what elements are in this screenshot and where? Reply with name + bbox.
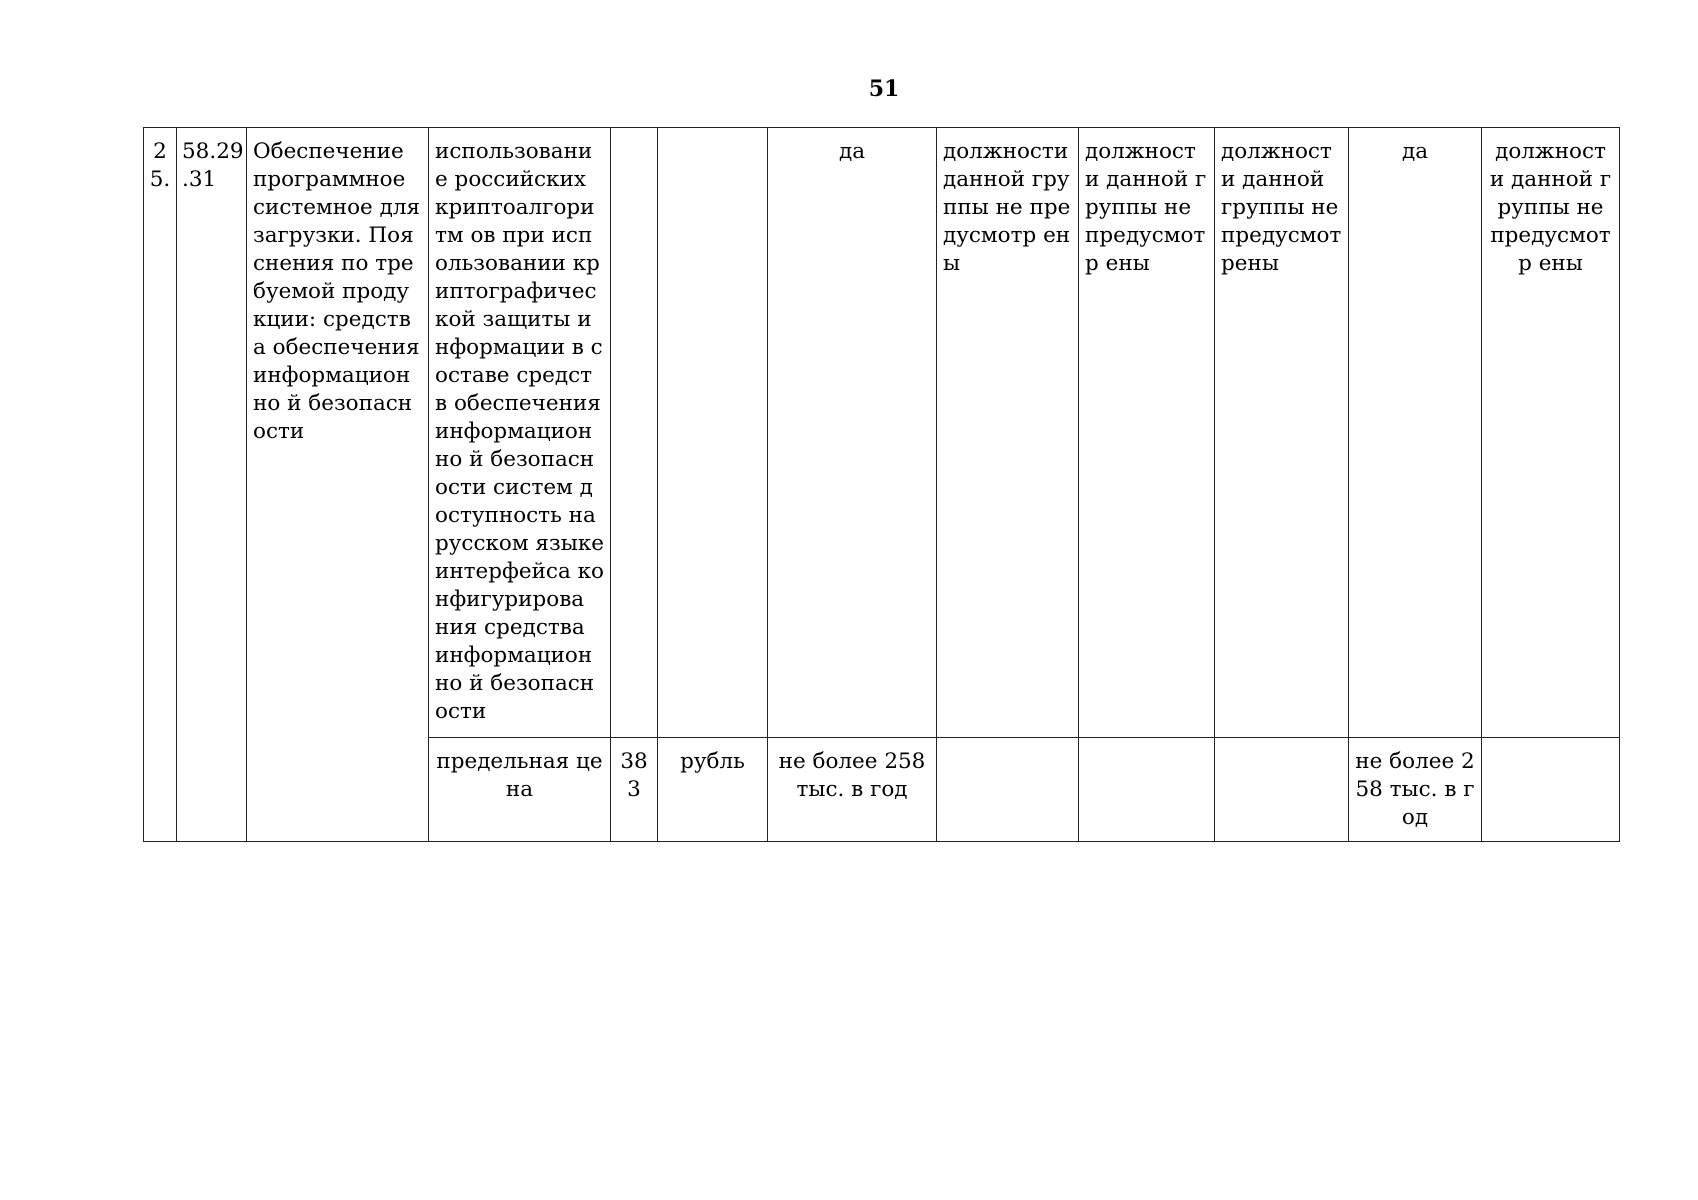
- group-3-cell: должности данной группы не предусмот рены: [1215, 128, 1349, 738]
- group-1-cell: [937, 738, 1079, 842]
- product-name-cell: Обеспечение программное системное для загрузки. Пояснения по требуемой продукции: средства обеспечения информационно й безопасности: [247, 128, 429, 842]
- okpd-code-cell: 58.29 .31: [177, 128, 247, 842]
- group-5-cell: должности данной группы не предусмотр ены: [1482, 128, 1620, 738]
- table-row: [144, 128, 1620, 738]
- okei-code-cell: [611, 128, 658, 738]
- group-4-cell: не более 258 тыс. в год: [1349, 738, 1482, 842]
- characteristic-cell: предельная цена: [429, 738, 611, 842]
- row-number-cell: 2 5.: [144, 128, 177, 842]
- characteristic-cell: использование российских криптоалгоритм ов при использовании криптографичес кой защиты информации в составе средств обеспечения информационно й безопасности систем доступность на русском языке интерфейса конфигурирова ния средства информационно й безопасности: [429, 128, 611, 738]
- group-1-cell: должности данной группы не предусмотр ены: [937, 128, 1079, 738]
- okei-code-cell: 38 3: [611, 738, 658, 842]
- group-2-cell: [1079, 738, 1215, 842]
- unit-cell: рубль: [658, 738, 768, 842]
- value-cell: да: [768, 128, 937, 738]
- page-number: 51: [868, 76, 900, 102]
- value-cell: не более 258 тыс. в год: [768, 738, 937, 842]
- group-5-cell: [1482, 738, 1620, 842]
- unit-cell: [658, 128, 768, 738]
- requirements-table: [143, 127, 1620, 842]
- group-3-cell: [1215, 738, 1349, 842]
- group-2-cell: должности данной группы не предусмотр ены: [1079, 128, 1215, 738]
- group-4-cell: да: [1349, 128, 1482, 738]
